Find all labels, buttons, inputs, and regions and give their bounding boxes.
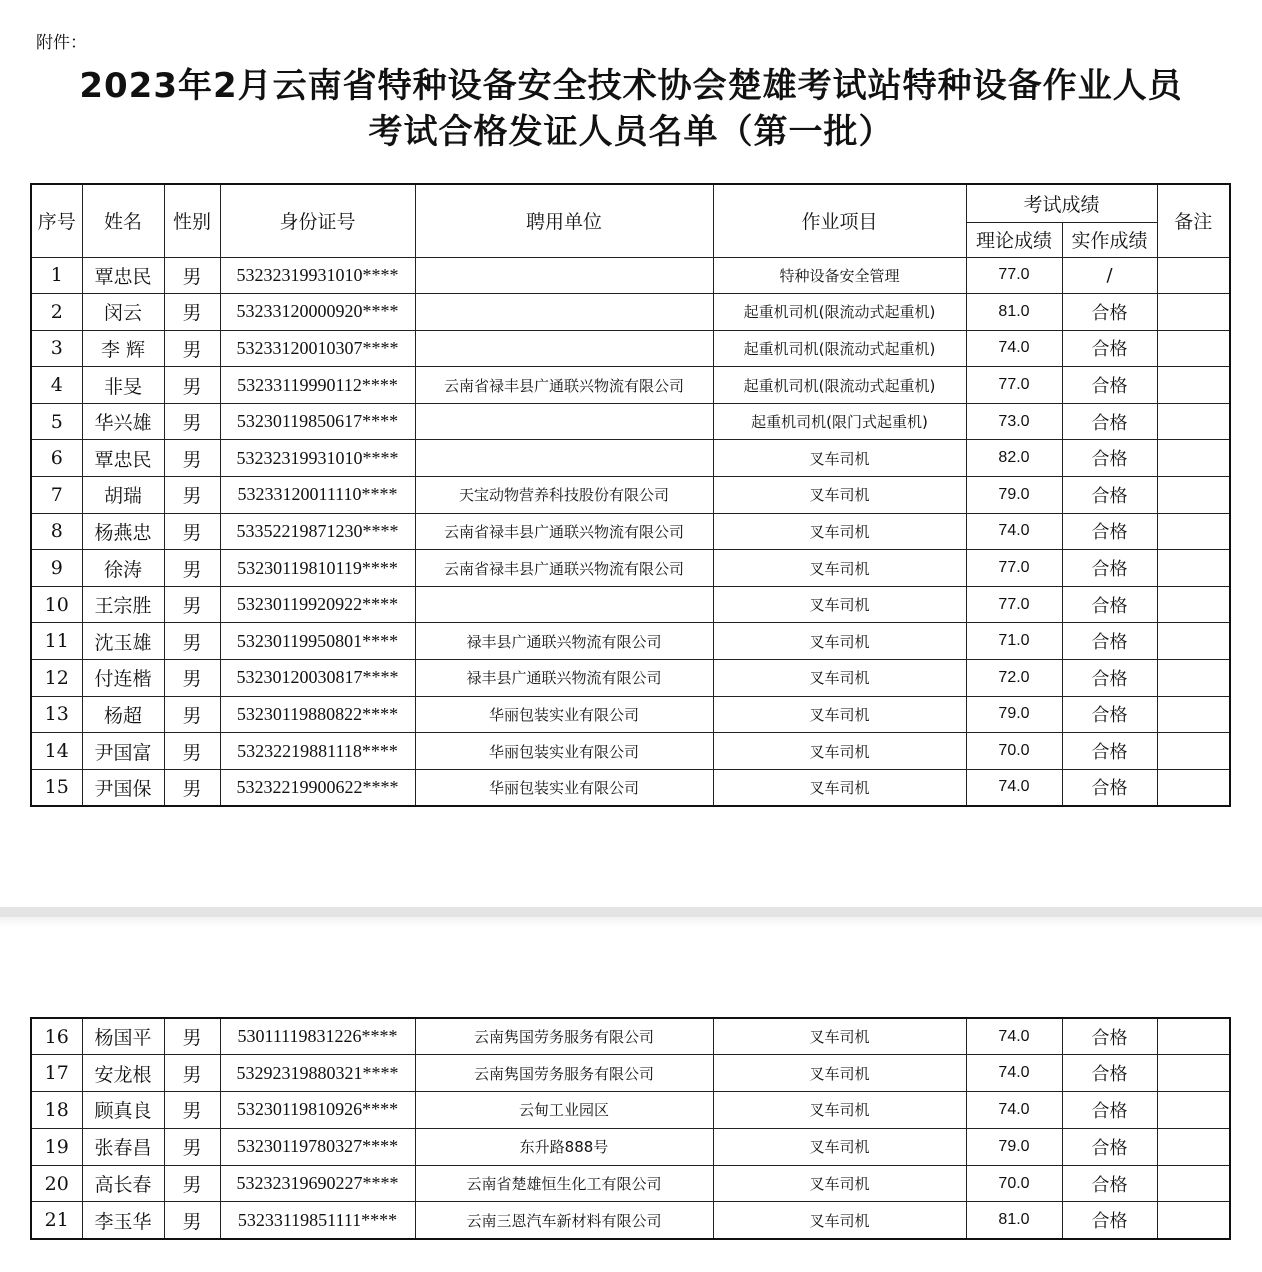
- cell-practice-score: 合格: [1062, 660, 1157, 697]
- cell-remark: [1157, 1092, 1230, 1129]
- cell-gender: 男: [164, 696, 220, 733]
- cell-name: 杨国平: [82, 1018, 164, 1055]
- cell-name: 华兴雄: [82, 403, 164, 440]
- cell-name: 闵云: [82, 294, 164, 331]
- table-row: [31, 403, 1230, 440]
- cell-no: 6: [31, 440, 82, 477]
- header-score: 考试成绩: [966, 184, 1157, 222]
- cell-gender: 男: [164, 403, 220, 440]
- cell-unit: 云甸工业园区: [415, 1092, 713, 1129]
- cell-no: 8: [31, 513, 82, 550]
- table-row: [31, 1018, 1230, 1055]
- cell-practice-score: 合格: [1062, 294, 1157, 331]
- cell-theory-score: 77.0: [966, 550, 1062, 587]
- cell-remark: [1157, 623, 1230, 660]
- result-table-page2: [30, 1017, 1231, 1240]
- table-row: [31, 513, 1230, 550]
- cell-item: 叉车司机: [713, 1055, 966, 1092]
- cell-item: 叉车司机: [713, 733, 966, 770]
- cell-unit: [415, 403, 713, 440]
- cell-item: 叉车司机: [713, 696, 966, 733]
- cell-name: 尹国富: [82, 733, 164, 770]
- cell-gender: 男: [164, 586, 220, 623]
- cell-gender: 男: [164, 623, 220, 660]
- cell-unit: 云南省楚雄恒生化工有限公司: [415, 1165, 713, 1202]
- table-row: [31, 1055, 1230, 1092]
- cell-no: 4: [31, 367, 82, 404]
- cell-remark: [1157, 586, 1230, 623]
- cell-unit: [415, 257, 713, 294]
- cell-id: 53011119831226****: [220, 1018, 415, 1055]
- cell-id: 53233120000920****: [220, 294, 415, 331]
- cell-id: 53230120030817****: [220, 660, 415, 697]
- cell-no: 19: [31, 1128, 82, 1165]
- cell-gender: 男: [164, 1202, 220, 1239]
- cell-theory-score: 74.0: [966, 330, 1062, 367]
- table-row: [31, 257, 1230, 294]
- table-body-page2: [31, 1018, 1230, 1239]
- cell-practice-score: 合格: [1062, 367, 1157, 404]
- cell-remark: [1157, 1165, 1230, 1202]
- cell-id: 53232319931010****: [220, 257, 415, 294]
- cell-practice-score: 合格: [1062, 696, 1157, 733]
- cell-theory-score: 79.0: [966, 696, 1062, 733]
- cell-no: 12: [31, 660, 82, 697]
- cell-name: 顾真良: [82, 1092, 164, 1129]
- header-id: 身份证号: [220, 184, 415, 257]
- table-row: [31, 1165, 1230, 1202]
- cell-id: 53230119810119****: [220, 550, 415, 587]
- cell-remark: [1157, 1128, 1230, 1165]
- cell-unit: 华丽包装实业有限公司: [415, 733, 713, 770]
- cell-remark: [1157, 477, 1230, 514]
- cell-theory-score: 74.0: [966, 1018, 1062, 1055]
- cell-practice-score: 合格: [1062, 403, 1157, 440]
- cell-item: 叉车司机: [713, 1018, 966, 1055]
- cell-item: 起重机司机(限流动式起重机): [713, 330, 966, 367]
- cell-remark: [1157, 1202, 1230, 1239]
- table-row: [31, 294, 1230, 331]
- cell-practice-score: 合格: [1062, 440, 1157, 477]
- cell-gender: 男: [164, 1165, 220, 1202]
- cell-no: 7: [31, 477, 82, 514]
- cell-item: 起重机司机(限流动式起重机): [713, 294, 966, 331]
- cell-no: 5: [31, 403, 82, 440]
- cell-item: 叉车司机: [713, 477, 966, 514]
- cell-item: 叉车司机: [713, 513, 966, 550]
- cell-gender: 男: [164, 477, 220, 514]
- cell-no: 21: [31, 1202, 82, 1239]
- cell-practice-score: 合格: [1062, 1092, 1157, 1129]
- cell-theory-score: 74.0: [966, 1092, 1062, 1129]
- table-row: [31, 367, 1230, 404]
- cell-item: 叉车司机: [713, 550, 966, 587]
- cell-item: 特种设备安全管理: [713, 257, 966, 294]
- cell-theory-score: 77.0: [966, 367, 1062, 404]
- cell-gender: 男: [164, 294, 220, 331]
- cell-gender: 男: [164, 733, 220, 770]
- table-body-page1: [31, 257, 1230, 806]
- cell-gender: 男: [164, 769, 220, 806]
- cell-remark: [1157, 513, 1230, 550]
- cell-theory-score: 79.0: [966, 477, 1062, 514]
- cell-id: 53230119880822****: [220, 696, 415, 733]
- cell-name: 胡瑞: [82, 477, 164, 514]
- cell-no: 3: [31, 330, 82, 367]
- cell-remark: [1157, 696, 1230, 733]
- cell-practice-score: 合格: [1062, 623, 1157, 660]
- header-gender: 性别: [164, 184, 220, 257]
- cell-remark: [1157, 1018, 1230, 1055]
- cell-practice-score: 合格: [1062, 330, 1157, 367]
- cell-id: 53292319880321****: [220, 1055, 415, 1092]
- cell-theory-score: 74.0: [966, 1055, 1062, 1092]
- cell-id: 53233119990112****: [220, 367, 415, 404]
- cell-item: 叉车司机: [713, 769, 966, 806]
- cell-unit: 天宝动物营养科技股份有限公司: [415, 477, 713, 514]
- cell-no: 9: [31, 550, 82, 587]
- cell-no: 20: [31, 1165, 82, 1202]
- cell-gender: 男: [164, 330, 220, 367]
- table-row: [31, 477, 1230, 514]
- cell-remark: [1157, 550, 1230, 587]
- header-item: 作业项目: [713, 184, 966, 257]
- table-row: [31, 623, 1230, 660]
- cell-gender: 男: [164, 1018, 220, 1055]
- cell-name: 徐涛: [82, 550, 164, 587]
- cell-gender: 男: [164, 440, 220, 477]
- cell-unit: 东升路888号: [415, 1128, 713, 1165]
- cell-remark: [1157, 330, 1230, 367]
- table-row: [31, 550, 1230, 587]
- cell-id: 53352219871230****: [220, 513, 415, 550]
- cell-theory-score: 79.0: [966, 1128, 1062, 1165]
- cell-name: 尹国保: [82, 769, 164, 806]
- header-practice: 实作成绩: [1062, 222, 1157, 257]
- cell-practice-score: 合格: [1062, 586, 1157, 623]
- cell-item: 叉车司机: [713, 440, 966, 477]
- cell-gender: 男: [164, 513, 220, 550]
- cell-no: 10: [31, 586, 82, 623]
- cell-unit: [415, 294, 713, 331]
- cell-theory-score: 77.0: [966, 257, 1062, 294]
- document-title-line1: 2023年2月云南省特种设备安全技术协会楚雄考试站特种设备作业人员: [79, 66, 1183, 106]
- cell-name: 王宗胜: [82, 586, 164, 623]
- cell-remark: [1157, 660, 1230, 697]
- cell-id: 53232219900622****: [220, 769, 415, 806]
- cell-practice-score: 合格: [1062, 1018, 1157, 1055]
- cell-id: 53233119851111****: [220, 1202, 415, 1239]
- cell-id: 53230119920922****: [220, 586, 415, 623]
- cell-unit: 云南隽国劳务服务有限公司: [415, 1018, 713, 1055]
- cell-gender: 男: [164, 660, 220, 697]
- cell-theory-score: 72.0: [966, 660, 1062, 697]
- header-remark: 备注: [1157, 184, 1230, 257]
- table-row: [31, 1092, 1230, 1129]
- cell-no: 18: [31, 1092, 82, 1129]
- cell-no: 15: [31, 769, 82, 806]
- cell-name: 非旻: [82, 367, 164, 404]
- cell-theory-score: 74.0: [966, 513, 1062, 550]
- table-row: [31, 440, 1230, 477]
- cell-item: 起重机司机(限流动式起重机): [713, 367, 966, 404]
- cell-item: 叉车司机: [713, 1128, 966, 1165]
- cell-theory-score: 77.0: [966, 586, 1062, 623]
- cell-remark: [1157, 294, 1230, 331]
- cell-unit: 云南省禄丰县广通联兴物流有限公司: [415, 367, 713, 404]
- page-separator: [0, 907, 1262, 917]
- table-row: [31, 1128, 1230, 1165]
- cell-item: 叉车司机: [713, 623, 966, 660]
- cell-name: 付连楷: [82, 660, 164, 697]
- cell-practice-score: 合格: [1062, 733, 1157, 770]
- cell-remark: [1157, 769, 1230, 806]
- cell-id: 53232219881118****: [220, 733, 415, 770]
- cell-item: 叉车司机: [713, 586, 966, 623]
- cell-name: 李玉华: [82, 1202, 164, 1239]
- cell-item: 叉车司机: [713, 1165, 966, 1202]
- cell-remark: [1157, 367, 1230, 404]
- header-theory: 理论成绩: [966, 222, 1062, 257]
- cell-gender: 男: [164, 1092, 220, 1129]
- cell-practice-score: 合格: [1062, 769, 1157, 806]
- cell-no: 17: [31, 1055, 82, 1092]
- cell-practice-score: 合格: [1062, 1165, 1157, 1202]
- cell-id: 53230119810926****: [220, 1092, 415, 1129]
- table-row: [31, 696, 1230, 733]
- header-unit: 聘用单位: [415, 184, 713, 257]
- result-table-page1: [30, 183, 1231, 807]
- cell-theory-score: 82.0: [966, 440, 1062, 477]
- cell-practice-score: 合格: [1062, 513, 1157, 550]
- page-separator-shadow: [0, 917, 1262, 927]
- document-title-line2: 考试合格发证人员名单（第一批）: [368, 112, 894, 152]
- table-row: [31, 330, 1230, 367]
- cell-no: 11: [31, 623, 82, 660]
- header-name: 姓名: [82, 184, 164, 257]
- cell-unit: 禄丰县广通联兴物流有限公司: [415, 660, 713, 697]
- cell-item: 叉车司机: [713, 660, 966, 697]
- cell-theory-score: 81.0: [966, 294, 1062, 331]
- cell-practice-score: 合格: [1062, 1055, 1157, 1092]
- cell-id: 53230119950801****: [220, 623, 415, 660]
- cell-unit: 禄丰县广通联兴物流有限公司: [415, 623, 713, 660]
- cell-name: 覃忠民: [82, 257, 164, 294]
- cell-no: 14: [31, 733, 82, 770]
- cell-item: 起重机司机(限门式起重机): [713, 403, 966, 440]
- cell-name: 沈玉雄: [82, 623, 164, 660]
- cell-name: 安龙根: [82, 1055, 164, 1092]
- cell-remark: [1157, 257, 1230, 294]
- cell-item: 叉车司机: [713, 1092, 966, 1129]
- cell-no: 2: [31, 294, 82, 331]
- cell-remark: [1157, 403, 1230, 440]
- cell-theory-score: 70.0: [966, 1165, 1062, 1202]
- attachment-label: 附件：: [36, 33, 87, 53]
- table-row: [31, 660, 1230, 697]
- cell-name: 张春昌: [82, 1128, 164, 1165]
- cell-practice-score: 合格: [1062, 477, 1157, 514]
- cell-gender: 男: [164, 1055, 220, 1092]
- table-row: [31, 769, 1230, 806]
- cell-id: 53233120011110****: [220, 477, 415, 514]
- cell-theory-score: 73.0: [966, 403, 1062, 440]
- cell-gender: 男: [164, 1128, 220, 1165]
- cell-id: 53232319931010****: [220, 440, 415, 477]
- cell-id: 53230119850617****: [220, 403, 415, 440]
- cell-practice-score: 合格: [1062, 550, 1157, 587]
- cell-item: 叉车司机: [713, 1202, 966, 1239]
- cell-name: 高长春: [82, 1165, 164, 1202]
- cell-name: 杨超: [82, 696, 164, 733]
- header-no: 序号: [31, 184, 82, 257]
- cell-name: 李 辉: [82, 330, 164, 367]
- cell-gender: 男: [164, 367, 220, 404]
- cell-gender: 男: [164, 257, 220, 294]
- cell-unit: 云南省禄丰县广通联兴物流有限公司: [415, 513, 713, 550]
- cell-theory-score: 74.0: [966, 769, 1062, 806]
- cell-unit: 华丽包装实业有限公司: [415, 769, 713, 806]
- cell-unit: 云南三恩汽车新材料有限公司: [415, 1202, 713, 1239]
- cell-gender: 男: [164, 550, 220, 587]
- table-row: [31, 586, 1230, 623]
- cell-id: 53233120010307****: [220, 330, 415, 367]
- cell-no: 16: [31, 1018, 82, 1055]
- cell-no: 1: [31, 257, 82, 294]
- cell-theory-score: 81.0: [966, 1202, 1062, 1239]
- cell-unit: [415, 440, 713, 477]
- cell-unit: [415, 586, 713, 623]
- cell-unit: 华丽包装实业有限公司: [415, 696, 713, 733]
- table-row: [31, 1202, 1230, 1239]
- cell-remark: [1157, 733, 1230, 770]
- cell-practice-score: 合格: [1062, 1128, 1157, 1165]
- cell-no: 13: [31, 696, 82, 733]
- table-row: [31, 733, 1230, 770]
- cell-unit: 云南省禄丰县广通联兴物流有限公司: [415, 550, 713, 587]
- cell-unit: [415, 330, 713, 367]
- cell-id: 53230119780327****: [220, 1128, 415, 1165]
- cell-practice-score: 合格: [1062, 1202, 1157, 1239]
- cell-remark: [1157, 440, 1230, 477]
- cell-name: 覃忠民: [82, 440, 164, 477]
- cell-practice-score: /: [1062, 257, 1157, 294]
- cell-remark: [1157, 1055, 1230, 1092]
- cell-theory-score: 71.0: [966, 623, 1062, 660]
- cell-id: 53232319690227****: [220, 1165, 415, 1202]
- cell-unit: 云南隽国劳务服务有限公司: [415, 1055, 713, 1092]
- cell-theory-score: 70.0: [966, 733, 1062, 770]
- cell-name: 杨燕忠: [82, 513, 164, 550]
